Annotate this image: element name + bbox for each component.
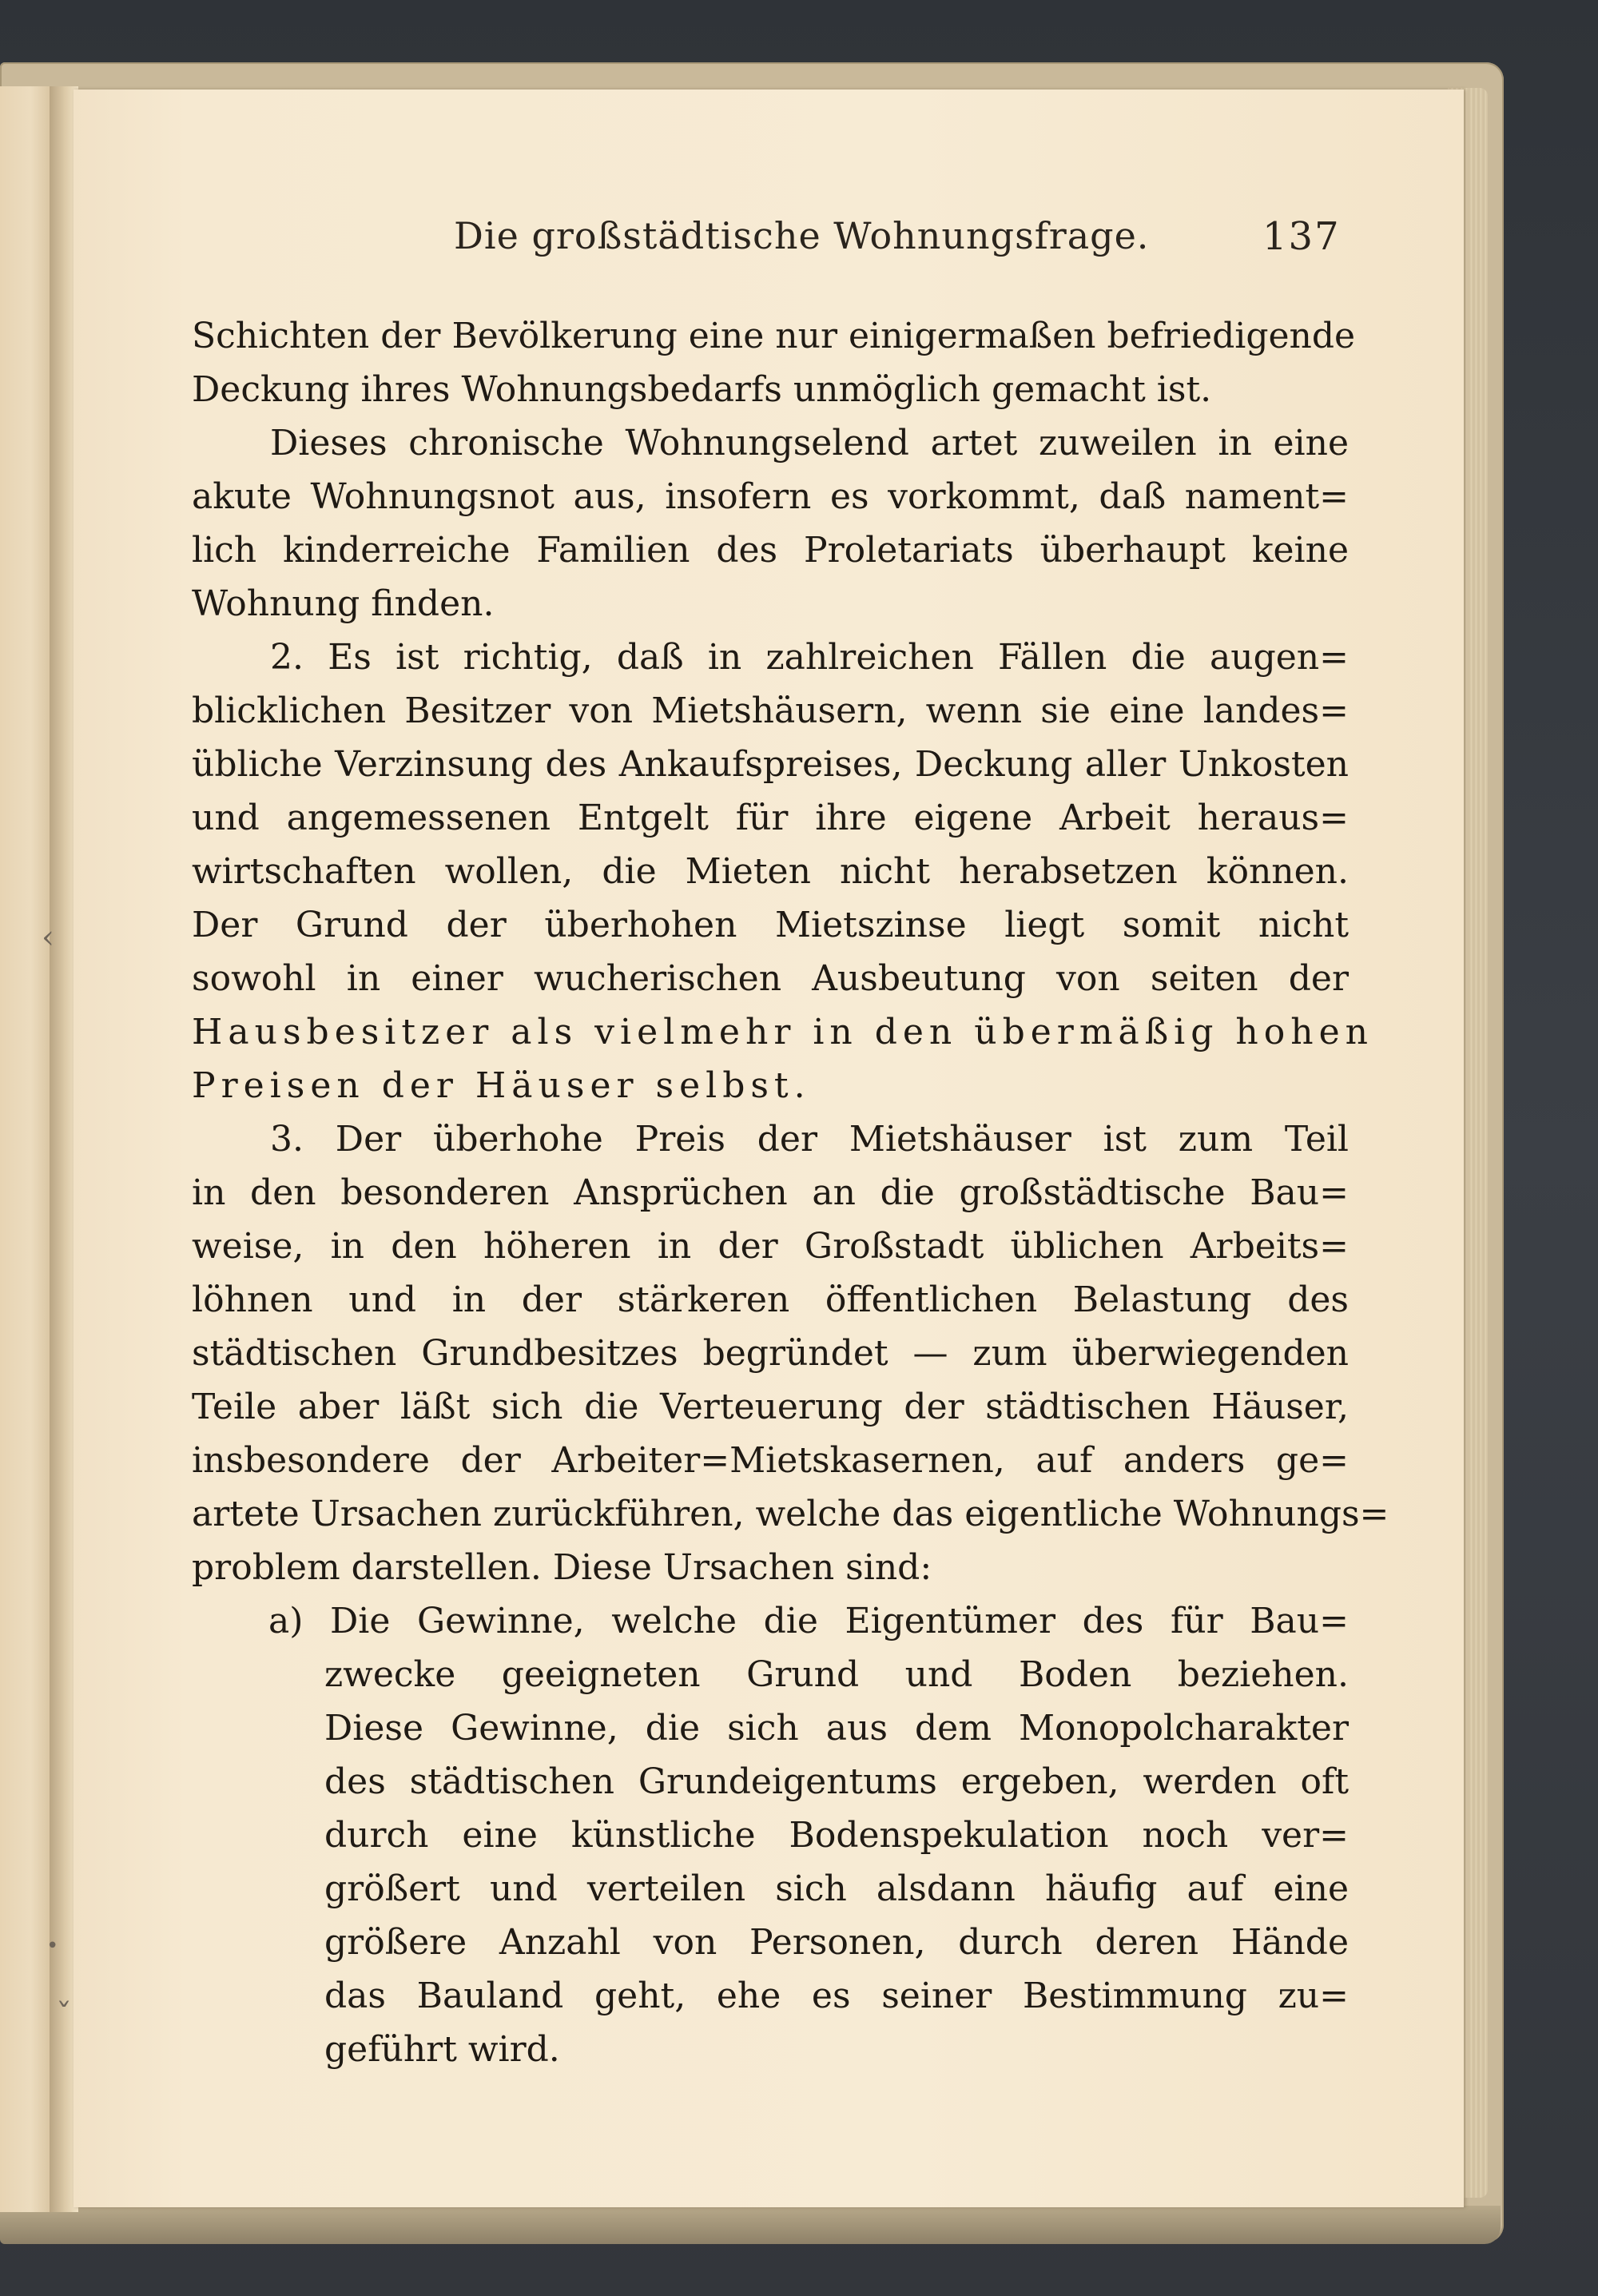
text-line: größere Anzahl von Personen, durch deren Hände xyxy=(324,1922,1349,1963)
text-line: artete Ursachen zurückführen, welche das eigentliche Wohnungs= xyxy=(192,1494,1389,1534)
margin-mark: • xyxy=(46,1934,59,1958)
page-number: 137 xyxy=(1262,214,1341,259)
text-line: übliche Verzinsung des Ankaufspreises, Deckung aller Unkosten xyxy=(192,744,1349,785)
text-line: weise, in den höheren in der Großstadt üblichen Arbeits= xyxy=(192,1226,1349,1267)
text-line: Wohnung finden. xyxy=(192,583,495,624)
text-line: Der Grund der überhohen Mietszinse liegt somit nicht xyxy=(192,905,1349,945)
running-title: Die großstädtische Wohnungsfrage. xyxy=(454,214,1150,257)
running-header xyxy=(0,214,1598,270)
text-line: akute Wohnungsnot aus, insofern es vorkommt, daß nament= xyxy=(192,476,1349,517)
text-line: Deckung ihres Wohnungsbedarfs unmöglich gemacht ist. xyxy=(192,369,1212,410)
text-line: größert und verteilen sich alsdann häufig auf eine xyxy=(324,1868,1349,1909)
text-line: löhnen und in der stärkeren öffentlichen Belastung des xyxy=(192,1279,1349,1320)
text-line: Hausbesitzer als vielmehr in den übermäßig hohen xyxy=(192,1012,1373,1052)
cover-bottom-edge xyxy=(0,2206,1501,2244)
text-line: a) Die Gewinne, welche die Eigentümer des für Bau= xyxy=(268,1601,1349,1641)
text-line: wirtschaften wollen, die Mieten nicht herabsetzen können. xyxy=(192,851,1349,892)
text-line: in den besonderen Ansprüchen an die großstädtische Bau= xyxy=(192,1172,1349,1213)
margin-mark: ‹ xyxy=(42,919,54,956)
text-line: lich kinderreiche Familien des Proletariats überhaupt keine xyxy=(192,530,1349,571)
text-line: städtischen Grundbesitzes begründet — zum überwiegenden xyxy=(192,1333,1349,1374)
text-line: Teile aber läßt sich die Verteuerung der städtischen Häuser, xyxy=(192,1387,1349,1427)
text-line: das Bauland geht, ehe es seiner Bestimmung zu= xyxy=(324,1976,1349,2016)
text-line: 2. Es ist richtig, daß in zahlreichen Fällen die augen= xyxy=(270,637,1349,678)
text-line: blicklichen Besitzer von Mietshäusern, wenn sie eine landes= xyxy=(192,690,1349,731)
text-line: Diese Gewinne, die sich aus dem Monopolcharakter xyxy=(324,1708,1349,1749)
text-line: Schichten der Bevölkerung eine nur einigermaßen befriedigende xyxy=(192,316,1356,356)
text-line: problem darstellen. Diese Ursachen sind: xyxy=(192,1547,932,1588)
margin-mark: ˇ xyxy=(56,1998,72,2035)
text-line: sowohl in einer wucherischen Ausbeutung von seiten der xyxy=(192,958,1349,999)
text-line: geführt wird. xyxy=(324,2029,560,2070)
text-line: 3. Der überhohe Preis der Mietshäuser ist zum Teil xyxy=(270,1119,1349,1160)
text-line: Dieses chronische Wohnungselend artet zuweilen in eine xyxy=(270,423,1349,464)
left-page-edge xyxy=(0,86,51,2212)
text-line: durch eine künstliche Bodenspekulation noch ver= xyxy=(324,1815,1349,1856)
text-line: Preisen der Häuser selbst. xyxy=(192,1065,811,1106)
text-line: und angemessenen Entgelt für ihre eigene Arbeit heraus= xyxy=(192,798,1349,838)
text-line: des städtischen Grundeigentums ergeben, werden oft xyxy=(324,1761,1349,1802)
text-line: zwecke geeigneten Grund und Boden beziehen. xyxy=(324,1654,1349,1695)
text-line: insbesondere der Arbeiter=Mietskasernen, auf anders ge= xyxy=(192,1440,1349,1481)
